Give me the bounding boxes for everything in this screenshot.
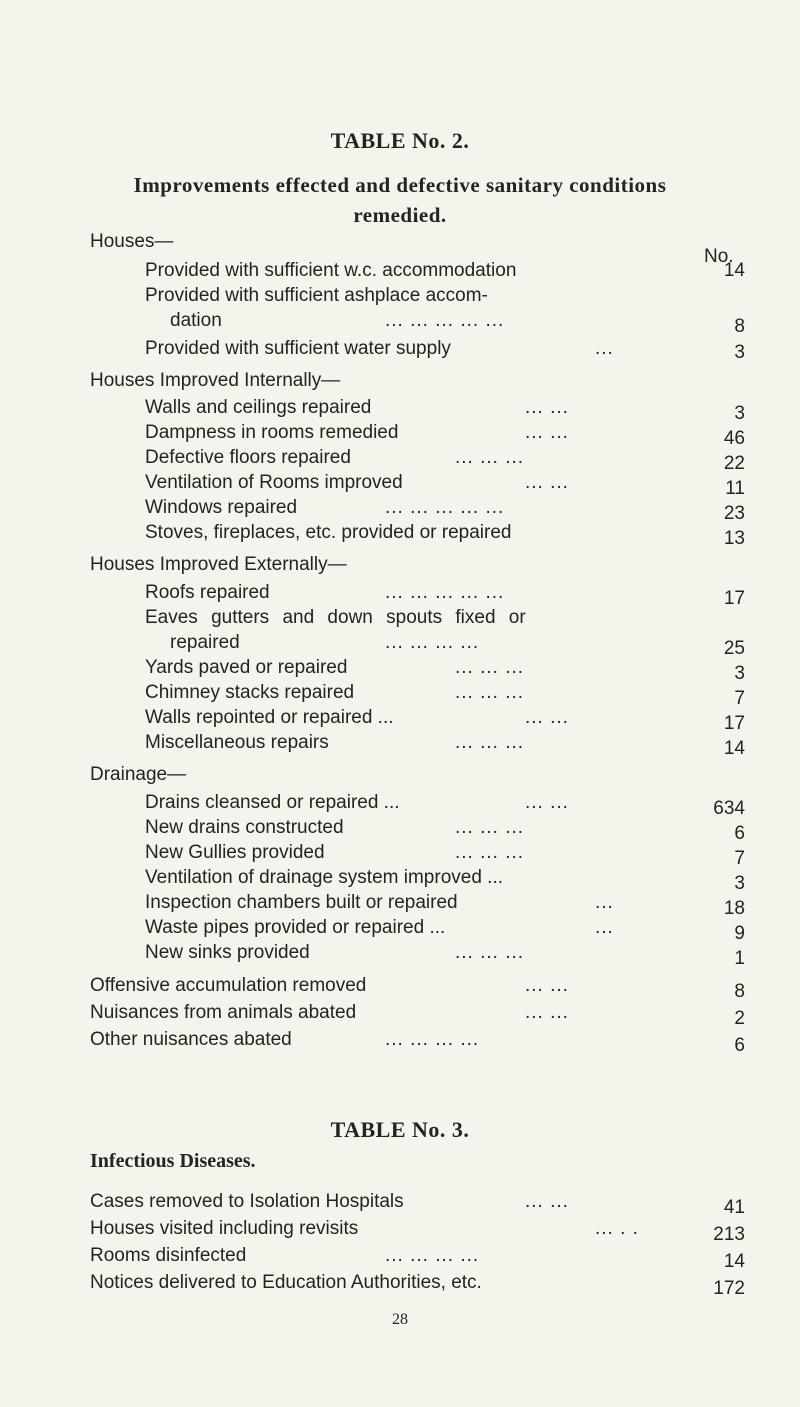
- table-row: [145, 520, 745, 549]
- leader-dots: ...: [595, 892, 614, 913]
- leader-dots: ... ... ... ... ...: [385, 497, 505, 518]
- leader-dots: ... ...: [525, 792, 569, 813]
- table-row: [90, 1027, 745, 1056]
- table-row: [145, 580, 745, 609]
- table-row: [145, 840, 745, 869]
- row-label: Walls repointed or repaired ...: [145, 707, 394, 728]
- table-row: [145, 815, 745, 844]
- row-value: 8: [734, 316, 745, 337]
- leader-dots: ... ... ...: [455, 817, 525, 838]
- row-label: Provided with sufficient water supply: [145, 338, 451, 359]
- table3-heading: Infectious Diseases.: [90, 1150, 256, 1172]
- row-label: Inspection chambers built or repaired: [145, 892, 458, 913]
- leader-dots: ... ...: [525, 397, 569, 418]
- leader-dots: ... ...: [525, 707, 569, 728]
- row-value: 14: [723, 1251, 745, 1272]
- leader-dots: ... ...: [525, 422, 569, 443]
- row-value: 41: [723, 1197, 745, 1218]
- row-label: Miscellaneous repairs: [145, 732, 329, 753]
- table-row: [90, 1243, 745, 1272]
- row-value: 14: [723, 260, 745, 281]
- table-row: [90, 973, 745, 1002]
- row-label: Ventilation of Rooms improved: [145, 472, 403, 493]
- leader-dots: ... ... ...: [455, 447, 525, 468]
- table-row: [145, 283, 745, 309]
- table-row: [145, 630, 745, 659]
- section-heading-houses: Houses—: [90, 231, 174, 252]
- leader-dots: ... . .: [595, 1218, 639, 1239]
- leader-dots: ... ... ... ...: [385, 632, 480, 653]
- leader-dots: ... ... ...: [455, 657, 525, 678]
- row-value: 46: [723, 428, 745, 449]
- table-row: [145, 915, 745, 944]
- row-label: Other nuisances abated: [90, 1029, 292, 1050]
- row-value: 1: [734, 948, 745, 969]
- row-value: 172: [713, 1278, 745, 1299]
- table-row: [145, 940, 745, 969]
- leader-dots: ... ...: [525, 1191, 569, 1212]
- leader-dots: ... ... ... ... ...: [385, 582, 505, 603]
- row-label: Dampness in rooms remedied: [145, 422, 399, 443]
- table-row: [145, 605, 745, 631]
- table3-title: TABLE No. 3.: [330, 1117, 470, 1142]
- table-row: [145, 655, 745, 684]
- leader-dots: ... ...: [525, 472, 569, 493]
- row-label: Stoves, fireplaces, etc. provided or repaired: [145, 522, 512, 543]
- row-value: 634: [713, 798, 745, 819]
- table-row: [145, 730, 745, 759]
- row-label: Nuisances from animals abated: [90, 1002, 357, 1023]
- row-value: 3: [734, 403, 745, 424]
- page-number: 28: [392, 1311, 408, 1328]
- leader-dots: ... ... ...: [455, 842, 525, 863]
- row-label: Roofs repaired: [145, 582, 270, 603]
- table-row: [90, 1216, 745, 1245]
- row-label: Drains cleansed or repaired ...: [145, 792, 400, 813]
- table-row: [145, 680, 745, 709]
- row-label: New drains constructed: [145, 817, 344, 838]
- section-heading-external: Houses Improved Externally—: [90, 554, 347, 575]
- table-row: [145, 865, 745, 894]
- row-value: 23: [723, 503, 745, 524]
- table-row: [145, 890, 745, 919]
- table-row: [90, 1189, 745, 1218]
- row-value: 17: [723, 713, 745, 734]
- row-label: Walls and ceilings repaired: [145, 397, 372, 418]
- row-value: 11: [725, 478, 745, 499]
- row-value: 13: [723, 528, 745, 549]
- row-value: 7: [734, 688, 745, 709]
- leader-dots: ... ... ... ...: [385, 1029, 480, 1050]
- row-label: Cases removed to Isolation Hospitals: [90, 1191, 404, 1212]
- row-value: 6: [734, 1035, 745, 1056]
- leader-dots: ... ... ...: [455, 732, 525, 753]
- row-label: Houses visited including revisits: [90, 1218, 359, 1239]
- row-value: 7: [734, 848, 745, 869]
- table-row: [145, 420, 745, 449]
- row-value: 3: [734, 342, 745, 363]
- table-row: [145, 790, 745, 819]
- row-label: New Gullies provided: [145, 842, 325, 863]
- row-label: Provided with sufficient ashplace accom-: [145, 285, 488, 306]
- table2-subtitle: Improvements effected and defective sanitary conditions: [133, 173, 667, 197]
- row-value: 22: [723, 453, 745, 474]
- row-value: 25: [723, 638, 745, 659]
- leader-dots: ... ... ...: [455, 942, 525, 963]
- table2-title: TABLE No. 2.: [330, 128, 470, 153]
- row-value: 3: [734, 663, 745, 684]
- table-row: [90, 1000, 745, 1029]
- row-label: Rooms disinfected: [90, 1245, 247, 1266]
- row-value: 9: [734, 923, 745, 944]
- row-value: 2: [734, 1008, 745, 1029]
- column-header-no: No.: [704, 246, 734, 267]
- row-label: Ventilation of drainage system improved ...: [145, 867, 504, 888]
- row-value: 17: [723, 588, 745, 609]
- row-value: 8: [734, 981, 745, 1002]
- table-row: [145, 705, 745, 734]
- row-label: Eaves gutters and down spouts fixed or: [145, 607, 526, 628]
- table2-subtitle-cont: remedied.: [353, 203, 447, 227]
- row-value: 3: [734, 873, 745, 894]
- leader-dots: ... ...: [525, 975, 569, 996]
- row-value: 18: [723, 898, 745, 919]
- table-row: [145, 258, 745, 284]
- row-label: Yards paved or repaired: [145, 657, 348, 678]
- table-row: [145, 308, 745, 337]
- row-value: 213: [713, 1224, 745, 1245]
- leader-dots: ... ... ...: [455, 682, 525, 703]
- leader-dots: ...: [595, 338, 614, 359]
- table-row: [145, 336, 745, 362]
- table-row: [145, 395, 745, 424]
- row-label: Provided with sufficient w.c. accommodation: [145, 260, 517, 281]
- section-heading-internal: Houses Improved Internally—: [90, 370, 341, 391]
- row-label: repaired: [170, 632, 240, 653]
- row-value: 14: [723, 738, 745, 759]
- row-value: 6: [734, 823, 745, 844]
- row-label: Waste pipes provided or repaired ...: [145, 917, 446, 938]
- row-label: New sinks provided: [145, 942, 310, 963]
- row-label: dation: [170, 310, 222, 331]
- row-label: Offensive accumulation removed: [90, 975, 367, 996]
- row-label: Windows repaired: [145, 497, 298, 518]
- table-row: [145, 495, 745, 524]
- leader-dots: ... ... ... ...: [385, 1245, 480, 1266]
- leader-dots: ... ...: [525, 1002, 569, 1023]
- row-label: Chimney stacks repaired: [145, 682, 355, 703]
- row-label: Defective floors repaired: [145, 447, 351, 468]
- leader-dots: ... ... ... ... ...: [385, 310, 505, 331]
- leader-dots: ...: [595, 917, 614, 938]
- table-row: [145, 470, 745, 499]
- section-heading-drainage: Drainage—: [90, 764, 187, 785]
- table-row: [145, 445, 745, 474]
- row-label: Notices delivered to Education Authorities, etc.: [90, 1272, 482, 1293]
- table-row: [90, 1270, 745, 1299]
